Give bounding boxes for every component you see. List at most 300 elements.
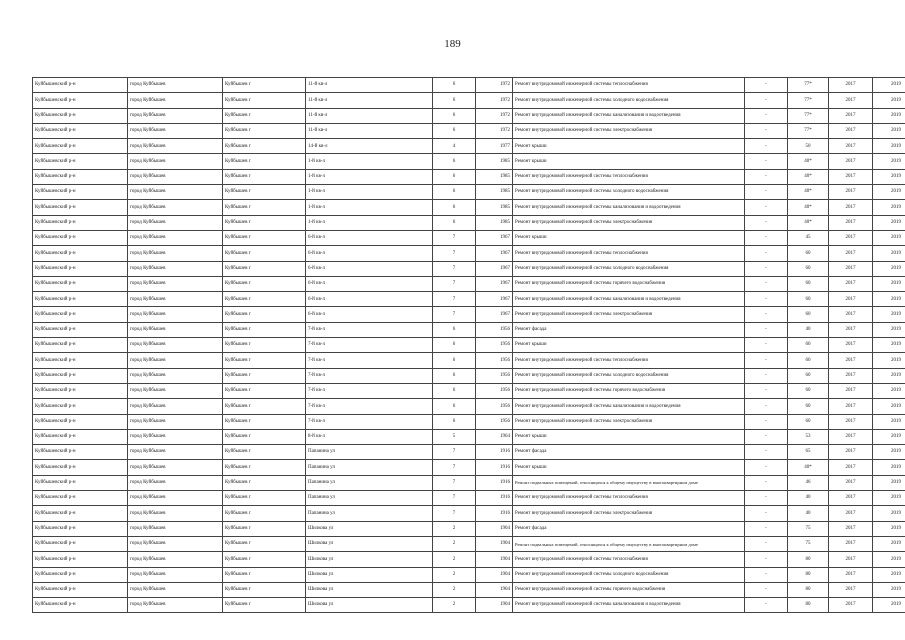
locality-cell: Куйбышев г [223,338,306,353]
end-year-cell: 2019 [873,383,905,398]
start-year-cell: 2017 [829,521,873,536]
end-year-cell: 2019 [873,154,905,169]
municipality-cell: город Куйбышев [128,475,223,490]
table-row [33,399,905,414]
dash-cell: - [745,230,788,245]
district-cell: Куйбышевский р-н [33,307,128,322]
start-year-cell: 2017 [829,276,873,291]
start-year-cell: 2017 [829,353,873,368]
district-cell: Куйбышевский р-н [33,429,128,444]
locality-cell: Куйбышев г [223,491,306,506]
floors-cell: 2 [433,598,476,613]
table-body [33,78,905,613]
locality-cell: Куйбышев г [223,139,306,154]
address-cell: 1-й кв-л [306,200,433,215]
floors-cell: 6 [433,200,476,215]
locality-cell: Куйбышев г [223,200,306,215]
table-row [33,598,905,613]
address-cell: Шилкова ул [306,598,433,613]
municipality-cell: город Куйбышев [128,383,223,398]
work-type-cell: Ремонт внутридомовой инженерной системы теплоснабжения [513,353,745,368]
start-year-cell: 2017 [829,598,873,613]
dash-cell: - [745,154,788,169]
district-cell: Куйбышевский р-н [33,445,128,460]
start-year-cell: 2017 [829,261,873,276]
municipality-cell: город Куйбышев [128,123,223,138]
municipality-cell: город Куйбышев [128,78,223,93]
address-cell: Папанина ул [306,491,433,506]
municipality-cell: город Куйбышев [128,521,223,536]
built-year-cell: 1972 [476,93,513,108]
floors-cell: 6 [433,215,476,230]
table-row [33,185,905,200]
table-row [33,322,905,337]
start-year-cell: 2017 [829,414,873,429]
built-year-cell: 1916 [476,460,513,475]
district-cell: Куйбышевский р-н [33,246,128,261]
table-row [33,521,905,536]
address-cell: 1-й кв-л [306,215,433,230]
percent-cell: 80 [788,567,829,582]
percent-cell: 65 [788,445,829,460]
municipality-cell: город Куйбышев [128,200,223,215]
work-type-cell: Ремонт внутридомовой инженерной системы холодного водоснабжения [513,368,745,383]
built-year-cell: 1956 [476,338,513,353]
municipality-cell: город Куйбышев [128,445,223,460]
end-year-cell: 2019 [873,338,905,353]
address-cell: 7-й кв-л [306,414,433,429]
floors-cell: 2 [433,536,476,551]
built-year-cell: 1916 [476,445,513,460]
percent-cell: 60 [788,383,829,398]
work-type-cell: Ремонт фасада [513,445,745,460]
municipality-cell: город Куйбышев [128,552,223,567]
locality-cell: Куйбышев г [223,475,306,490]
start-year-cell: 2017 [829,491,873,506]
district-cell: Куйбышевский р-н [33,353,128,368]
floors-cell: 7 [433,246,476,261]
start-year-cell: 2017 [829,215,873,230]
end-year-cell: 2019 [873,276,905,291]
address-cell: Папанина ул [306,460,433,475]
end-year-cell: 2019 [873,399,905,414]
start-year-cell: 2017 [829,292,873,307]
dash-cell: - [745,552,788,567]
percent-cell: 80 [788,552,829,567]
page-number: 189 [444,38,461,50]
address-cell: 11-й кв-л [306,123,433,138]
end-year-cell: 2019 [873,78,905,93]
end-year-cell: 2019 [873,261,905,276]
start-year-cell: 2017 [829,322,873,337]
work-type-cell: Ремонт внутридомовой инженерной системы горячего водоснабжения [513,582,745,597]
built-year-cell: 1967 [476,292,513,307]
address-cell: Шилкова ул [306,552,433,567]
municipality-cell: город Куйбышев [128,582,223,597]
built-year-cell: 1972 [476,78,513,93]
end-year-cell: 2019 [873,307,905,322]
table-row [33,307,905,322]
start-year-cell: 2017 [829,567,873,582]
percent-cell: 40 [788,491,829,506]
dash-cell: - [745,322,788,337]
address-cell: 7-й кв-л [306,383,433,398]
built-year-cell: 1972 [476,108,513,123]
floors-cell: 2 [433,582,476,597]
end-year-cell: 2019 [873,108,905,123]
built-year-cell: 1904 [476,552,513,567]
work-type-cell: Ремонт внутридомовой инженерной системы канализования и водоотведения [513,292,745,307]
built-year-cell: 1964 [476,429,513,444]
end-year-cell: 2019 [873,292,905,307]
floors-cell: 2 [433,567,476,582]
table-row [33,261,905,276]
percent-cell: 80 [788,598,829,613]
percent-cell: 40 [788,506,829,521]
percent-cell: 40* [788,185,829,200]
address-cell: 11-й кв-л [306,93,433,108]
district-cell: Куйбышевский р-н [33,506,128,521]
floors-cell: 7 [433,506,476,521]
address-cell: 6-й кв-л [306,276,433,291]
table-row [33,78,905,93]
built-year-cell: 1967 [476,246,513,261]
percent-cell: 60 [788,307,829,322]
address-cell: 1-й кв-л [306,185,433,200]
percent-cell: 77* [788,78,829,93]
district-cell: Куйбышевский р-н [33,200,128,215]
district-cell: Куйбышевский р-н [33,460,128,475]
address-cell: 6-й кв-л [306,246,433,261]
work-type-cell: Ремонт внутридомовой инженерной системы канализования и водоотведения [513,108,745,123]
built-year-cell: 1956 [476,368,513,383]
district-cell: Куйбышевский р-н [33,276,128,291]
work-type-cell: Ремонт внутридомовой инженерной системы холодного водоснабжения [513,567,745,582]
address-cell: 14-й кв-л [306,139,433,154]
address-cell: Шилкова ул [306,521,433,536]
end-year-cell: 2019 [873,353,905,368]
start-year-cell: 2017 [829,445,873,460]
dash-cell: - [745,353,788,368]
locality-cell: Куйбышев г [223,78,306,93]
district-cell: Куйбышевский р-н [33,598,128,613]
address-cell: 8-й кв-л [306,429,433,444]
municipality-cell: город Куйбышев [128,338,223,353]
table-row [33,414,905,429]
table-row [33,582,905,597]
district-cell: Куйбышевский р-н [33,414,128,429]
locality-cell: Куйбышев г [223,307,306,322]
table-row [33,169,905,184]
built-year-cell: 1916 [476,491,513,506]
district-cell: Куйбышевский р-н [33,215,128,230]
municipality-cell: город Куйбышев [128,139,223,154]
end-year-cell: 2019 [873,139,905,154]
address-cell: 7-й кв-л [306,368,433,383]
table-row [33,429,905,444]
table-row [33,475,905,490]
built-year-cell: 1985 [476,169,513,184]
percent-cell: 40* [788,215,829,230]
address-cell: 6-й кв-л [306,307,433,322]
built-year-cell: 1985 [476,154,513,169]
built-year-cell: 1904 [476,536,513,551]
locality-cell: Куйбышев г [223,230,306,245]
work-type-cell: Ремонт крыши [513,338,745,353]
work-type-cell: Ремонт крыши [513,429,745,444]
address-cell: 11-й кв-л [306,78,433,93]
dash-cell: - [745,185,788,200]
built-year-cell: 1985 [476,200,513,215]
district-cell: Куйбышевский р-н [33,491,128,506]
built-year-cell: 1972 [476,123,513,138]
percent-cell: 60 [788,276,829,291]
dash-cell: - [745,246,788,261]
percent-cell: 77* [788,108,829,123]
start-year-cell: 2017 [829,139,873,154]
floors-cell: 6 [433,399,476,414]
municipality-cell: город Куйбышев [128,491,223,506]
floors-cell: 5 [433,429,476,444]
dash-cell: - [745,215,788,230]
table-row [33,93,905,108]
start-year-cell: 2017 [829,185,873,200]
percent-cell: 75 [788,521,829,536]
municipality-cell: город Куйбышев [128,460,223,475]
end-year-cell: 2019 [873,185,905,200]
percent-cell: 80 [788,582,829,597]
dash-cell: - [745,292,788,307]
floors-cell: 6 [433,383,476,398]
dash-cell: - [745,475,788,490]
dash-cell: - [745,460,788,475]
locality-cell: Куйбышев г [223,567,306,582]
end-year-cell: 2019 [873,445,905,460]
end-year-cell: 2019 [873,230,905,245]
district-cell: Куйбышевский р-н [33,154,128,169]
address-cell: Папанина ул [306,475,433,490]
locality-cell: Куйбышев г [223,460,306,475]
municipality-cell: город Куйбышев [128,215,223,230]
dash-cell: - [745,200,788,215]
dash-cell: - [745,139,788,154]
locality-cell: Куйбышев г [223,552,306,567]
start-year-cell: 2017 [829,123,873,138]
work-type-cell: Ремонт фасада [513,322,745,337]
floors-cell: 6 [433,169,476,184]
locality-cell: Куйбышев г [223,506,306,521]
locality-cell: Куйбышев г [223,185,306,200]
table-row [33,445,905,460]
dash-cell: - [745,567,788,582]
dash-cell: - [745,307,788,322]
dash-cell: - [745,582,788,597]
address-cell: Шилкова ул [306,536,433,551]
municipality-cell: город Куйбышев [128,246,223,261]
built-year-cell: 1904 [476,521,513,536]
address-cell: 7-й кв-л [306,353,433,368]
municipality-cell: город Куйбышев [128,230,223,245]
work-type-cell: Ремонт внутридомовой инженерной системы теплоснабжения [513,246,745,261]
percent-cell: 50 [788,139,829,154]
floors-cell: 2 [433,552,476,567]
locality-cell: Куйбышев г [223,322,306,337]
start-year-cell: 2017 [829,200,873,215]
locality-cell: Куйбышев г [223,399,306,414]
end-year-cell: 2019 [873,460,905,475]
start-year-cell: 2017 [829,536,873,551]
dash-cell: - [745,399,788,414]
locality-cell: Куйбышев г [223,276,306,291]
dash-cell: - [745,276,788,291]
built-year-cell: 1904 [476,567,513,582]
floors-cell: 6 [433,154,476,169]
address-cell: Шилкова ул [306,567,433,582]
municipality-cell: город Куйбышев [128,414,223,429]
floors-cell: 7 [433,230,476,245]
start-year-cell: 2017 [829,338,873,353]
district-cell: Куйбышевский р-н [33,139,128,154]
address-cell: 7-й кв-л [306,338,433,353]
dash-cell: - [745,338,788,353]
built-year-cell: 1967 [476,230,513,245]
percent-cell: 77* [788,93,829,108]
dash-cell: - [745,93,788,108]
table-row [33,567,905,582]
locality-cell: Куйбышев г [223,598,306,613]
municipality-cell: город Куйбышев [128,261,223,276]
municipality-cell: город Куйбышев [128,429,223,444]
dash-cell: - [745,536,788,551]
work-type-cell: Ремонт крыши [513,139,745,154]
built-year-cell: 1916 [476,506,513,521]
address-cell: 1-й кв-л [306,154,433,169]
percent-cell: 60 [788,261,829,276]
municipality-cell: город Куйбышев [128,368,223,383]
start-year-cell: 2017 [829,582,873,597]
dash-cell: - [745,598,788,613]
work-type-cell: Ремонт внутридомовой инженерной системы электроснабжения [513,123,745,138]
locality-cell: Куйбышев г [223,108,306,123]
percent-cell: 60 [788,399,829,414]
percent-cell: 60 [788,338,829,353]
district-cell: Куйбышевский р-н [33,93,128,108]
municipality-cell: город Куйбышев [128,108,223,123]
address-cell: Папанина ул [306,445,433,460]
percent-cell: 60 [788,292,829,307]
table-row [33,552,905,567]
district-cell: Куйбышевский р-н [33,552,128,567]
district-cell: Куйбышевский р-н [33,338,128,353]
work-type-cell: Ремонт внутридомовой инженерной системы горячего водоснабжения [513,383,745,398]
municipality-cell: город Куйбышев [128,322,223,337]
percent-cell: 40 [788,322,829,337]
work-type-cell: Ремонт фасада [513,521,745,536]
built-year-cell: 1956 [476,399,513,414]
percent-cell: 40* [788,169,829,184]
percent-cell: 40* [788,154,829,169]
district-cell: Куйбышевский р-н [33,78,128,93]
start-year-cell: 2017 [829,475,873,490]
start-year-cell: 2017 [829,399,873,414]
table-row [33,338,905,353]
municipality-cell: город Куйбышев [128,93,223,108]
dash-cell: - [745,429,788,444]
table-row [33,276,905,291]
dash-cell: - [745,445,788,460]
dash-cell: - [745,383,788,398]
work-type-cell: Ремонт крыши [513,230,745,245]
percent-cell: 53 [788,429,829,444]
district-cell: Куйбышевский р-н [33,582,128,597]
dash-cell: - [745,521,788,536]
table-row [33,383,905,398]
work-type-cell: Ремонт внутридомовой инженерной системы электроснабжения [513,307,745,322]
floors-cell: 6 [433,338,476,353]
floors-cell: 7 [433,460,476,475]
municipality-cell: город Куйбышев [128,276,223,291]
built-year-cell: 1967 [476,276,513,291]
built-year-cell: 1967 [476,307,513,322]
work-type-cell: Ремонт внутридомовой инженерной системы холодного водоснабжения [513,261,745,276]
table-row [33,460,905,475]
table-row [33,292,905,307]
district-cell: Куйбышевский р-н [33,521,128,536]
floors-cell: 7 [433,307,476,322]
built-year-cell: 1956 [476,414,513,429]
end-year-cell: 2019 [873,429,905,444]
locality-cell: Куйбышев г [223,292,306,307]
percent-cell: 60 [788,246,829,261]
built-year-cell: 1985 [476,185,513,200]
locality-cell: Куйбышев г [223,169,306,184]
locality-cell: Куйбышев г [223,383,306,398]
address-cell: 1-й кв-л [306,169,433,184]
floors-cell: 4 [433,139,476,154]
district-cell: Куйбышевский р-н [33,322,128,337]
table-row [33,215,905,230]
locality-cell: Куйбышев г [223,429,306,444]
built-year-cell: 1985 [476,215,513,230]
dash-cell: - [745,169,788,184]
built-year-cell: 1956 [476,322,513,337]
end-year-cell: 2019 [873,215,905,230]
address-cell: 7-й кв-л [306,399,433,414]
table-row [33,506,905,521]
work-type-cell: Ремонт подвальных помещений, относящихся к общему имуществу в многоквартирном доме [513,536,745,551]
end-year-cell: 2019 [873,200,905,215]
locality-cell: Куйбышев г [223,215,306,230]
locality-cell: Куйбышев г [223,536,306,551]
floors-cell: 6 [433,108,476,123]
start-year-cell: 2017 [829,383,873,398]
work-type-cell: Ремонт внутридомовой инженерной системы канализования и водоотведения [513,200,745,215]
municipality-cell: город Куйбышев [128,353,223,368]
district-cell: Куйбышевский р-н [33,185,128,200]
district-cell: Куйбышевский р-н [33,399,128,414]
floors-cell: 2 [433,521,476,536]
start-year-cell: 2017 [829,169,873,184]
dash-cell: - [745,414,788,429]
end-year-cell: 2019 [873,582,905,597]
start-year-cell: 2017 [829,154,873,169]
table-row [33,536,905,551]
district-cell: Куйбышевский р-н [33,383,128,398]
address-cell: 6-й кв-л [306,292,433,307]
floors-cell: 6 [433,368,476,383]
district-cell: Куйбышевский р-н [33,123,128,138]
built-year-cell: 1916 [476,475,513,490]
